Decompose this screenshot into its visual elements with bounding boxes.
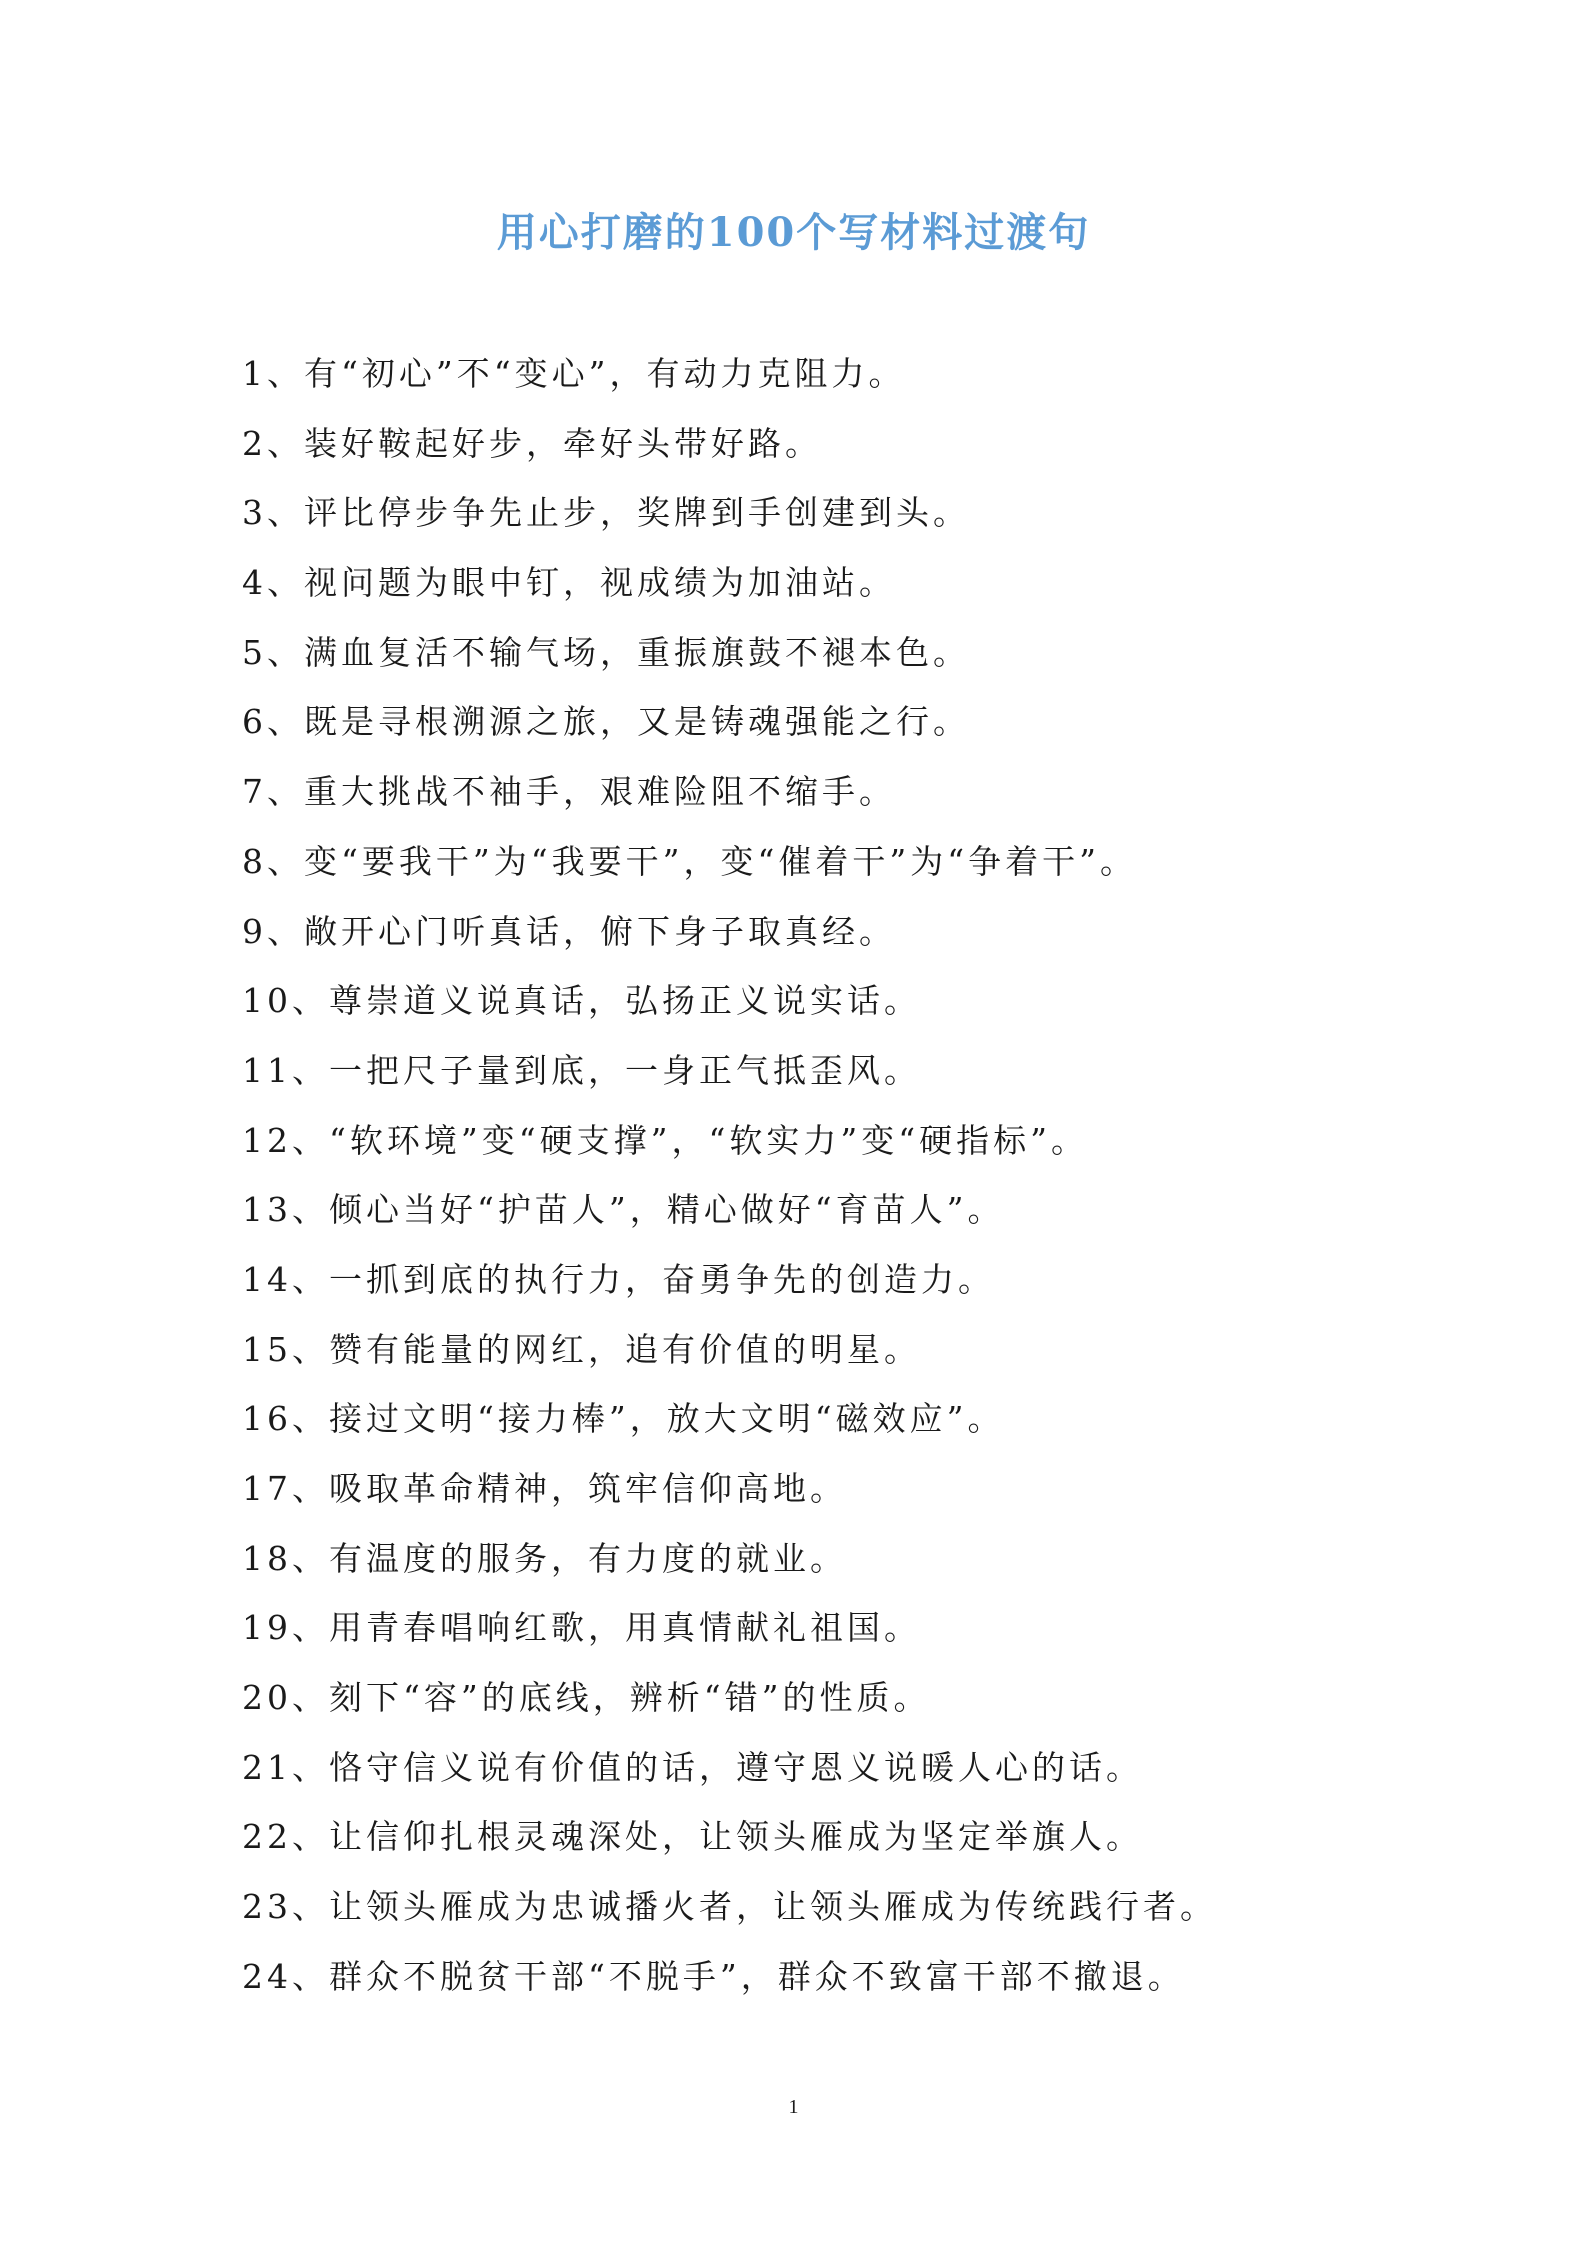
- list-item: 6、既是寻根溯源之旅，又是铸魂强能之行。: [242, 702, 970, 742]
- list-item: 2、装好鞍起好步，牵好头带好路。: [242, 423, 822, 463]
- list-item: 23、让领头雁成为忠诚播火者，让领头雁成为传统践行者。: [242, 1887, 1217, 1927]
- list-item: 22、让信仰扎根灵魂深处，让领头雁成为坚定举旗人。: [242, 1817, 1143, 1857]
- list-item: 4、视问题为眼中钉，视成绩为加油站。: [242, 563, 896, 603]
- list-item: 17、吸取革命精神，筑牢信仰高地。: [242, 1469, 847, 1508]
- list-item: 20、刻下“容”的底线，辨析“错”的性质。: [242, 1678, 931, 1718]
- list-item: 11、一把尺子量到底，一身正气抵歪风。: [242, 1050, 921, 1090]
- list-item: 12、“软环境”变“硬支撑”，“软实力”变“硬指标”。: [242, 1120, 1088, 1160]
- document-title: 用心打磨的100个写材料过渡句: [496, 209, 1091, 256]
- list-item: 3、评比停步争先止步，奖牌到手创建到头。: [242, 493, 970, 533]
- list-item: 24、群众不脱贫干部“不脱手”，群众不致富干部不撤退。: [242, 1956, 1185, 1996]
- list-item: 13、倾心当好“护苗人”，精心做好“育苗人”。: [242, 1190, 1005, 1230]
- list-item: 7、重大挑战不袖手，艰难险阻不缩手。: [242, 772, 896, 812]
- list-item: 19、用青春唱响红歌，用真情献礼祖国。: [242, 1608, 921, 1648]
- page-number: 1: [788, 2096, 799, 2118]
- list-item: 16、接过文明“接力棒”，放大文明“磁效应”。: [242, 1399, 1005, 1439]
- list-item: 21、恪守信义说有价值的话，遵守恩义说暖人心的话。: [242, 1747, 1143, 1787]
- list-item: 8、变“要我干”为“我要干”，变“催着干”为“争着干”。: [242, 841, 1137, 881]
- list-item: 14、一抓到底的执行力，奋勇争先的创造力。: [242, 1259, 995, 1299]
- list-item: 9、敞开心门听真话，俯下身子取真经。: [242, 911, 896, 951]
- sentence-list: [242, 351, 1492, 2024]
- list-item: 1、有“初心”不“变心”，有动力克阻力。: [242, 354, 906, 393]
- list-item: 5、满血复活不输气场，重振旗鼓不褪本色。: [242, 632, 970, 672]
- list-item: 15、赞有能量的网红，追有价值的明星。: [242, 1329, 921, 1369]
- list-item: 18、有温度的服务，有力度的就业。: [242, 1538, 847, 1578]
- list-item: 10、尊崇道义说真话，弘扬正义说实话。: [242, 981, 921, 1021]
